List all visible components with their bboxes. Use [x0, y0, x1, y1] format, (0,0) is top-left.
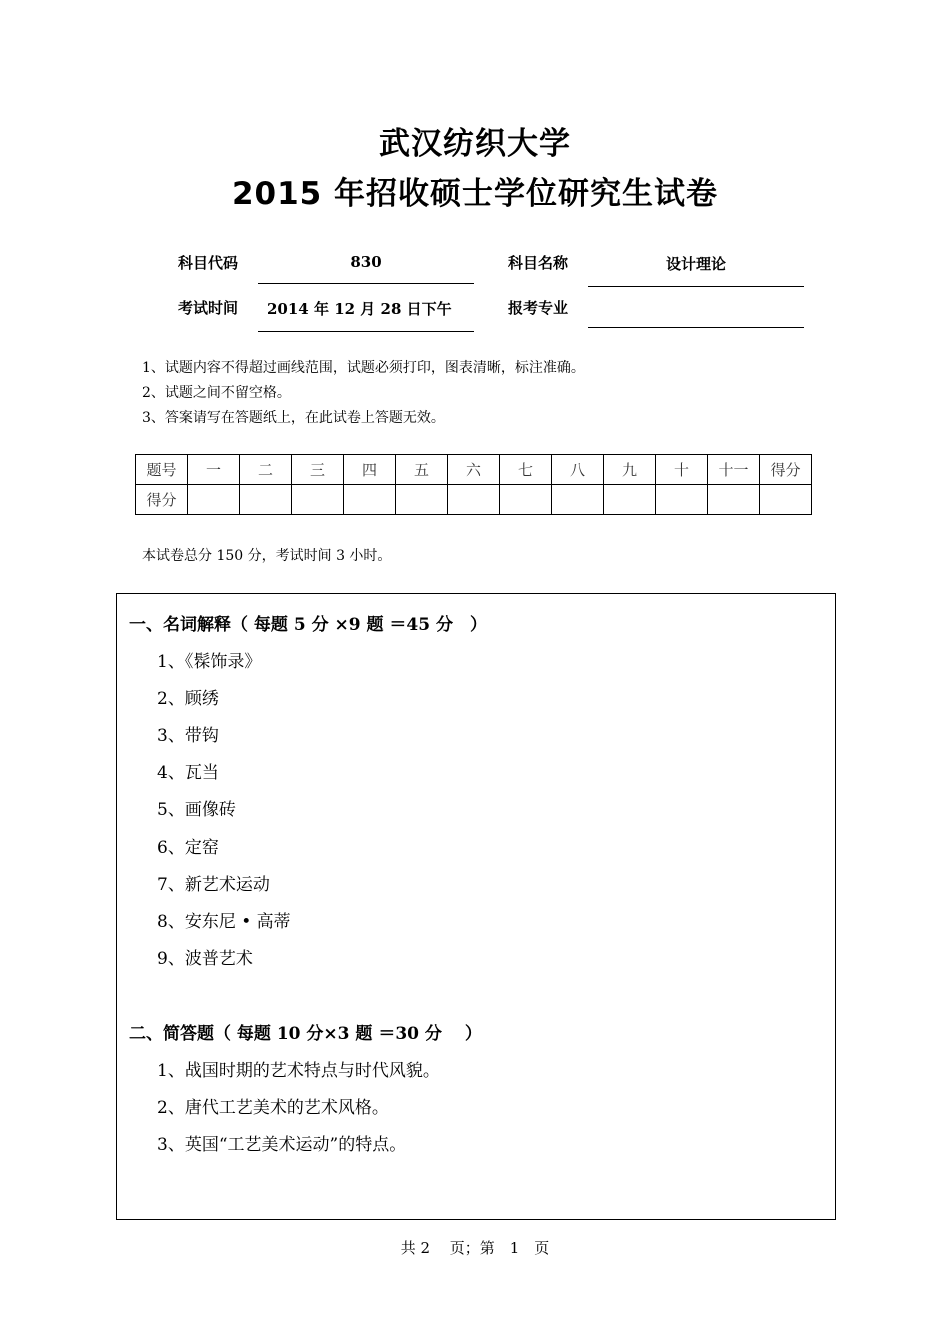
score-header-cell: 十 — [656, 455, 708, 485]
question-item: 8、安东尼 • 高蒂 — [157, 912, 291, 932]
score-table-score-row — [136, 485, 812, 515]
question-item: 2、唐代工艺美术的艺术风格。 — [157, 1098, 389, 1118]
instruction-line: 1、试题内容不得超过画线范围，试题必须打印，图表清晰，标注准确。 — [142, 360, 585, 376]
score-cell — [448, 485, 500, 515]
question-item: 5、画像砖 — [157, 800, 236, 820]
instructions — [142, 356, 585, 431]
score-cell — [656, 485, 708, 515]
score-header-cell: 九 — [604, 455, 656, 485]
score-cell — [188, 485, 240, 515]
question-item: 7、新艺术运动 — [157, 875, 270, 895]
section-1-title: 一、名词解释（ 每题 5 分 ×9 题 ＝45 分 ） — [129, 615, 487, 635]
score-cell — [500, 485, 552, 515]
score-cell — [292, 485, 344, 515]
score-cell — [760, 485, 812, 515]
score-cell — [552, 485, 604, 515]
question-item: 1、战国时期的艺术特点与时代风貌。 — [157, 1061, 440, 1081]
score-cell — [240, 485, 292, 515]
score-cell — [708, 485, 760, 515]
score-table — [135, 454, 812, 515]
score-header-cell: 七 — [500, 455, 552, 485]
question-item: 4、瓦当 — [157, 763, 219, 783]
exam-title: 2015 年招收硕士学位研究生试卷 — [231, 176, 719, 212]
question-item: 6、定窑 — [157, 838, 219, 858]
score-header-cell: 三 — [292, 455, 344, 485]
score-cell — [396, 485, 448, 515]
score-cell — [344, 485, 396, 515]
score-header-cell: 一 — [188, 455, 240, 485]
score-header-cell: 二 — [240, 455, 292, 485]
score-header-cell: 六 — [448, 455, 500, 485]
exam-time-value: 2014 年 12 月 28 日下午 — [258, 298, 474, 332]
instruction-line: 2、试题之间不留空格。 — [142, 385, 291, 401]
question-item: 3、带钩 — [157, 726, 219, 746]
major-value — [588, 298, 804, 328]
question-item: 2、顾绣 — [157, 689, 219, 709]
score-cell — [604, 485, 656, 515]
score-header-cell: 八 — [552, 455, 604, 485]
score-table-header-row — [136, 455, 812, 485]
score-header-cell: 五 — [396, 455, 448, 485]
question-item: 3、英国“工艺美术运动”的特点。 — [157, 1135, 407, 1155]
score-header-cell: 十一 — [708, 455, 760, 485]
question-item: 1、《髹饰录》 — [157, 652, 262, 672]
question-item: 9、波普艺术 — [157, 949, 253, 969]
subject-name-value: 设计理论 — [588, 253, 804, 287]
instruction-line: 3、答案请写在答题纸上，在此试卷上答题无效。 — [142, 410, 445, 426]
major-label: 报考专业 — [508, 299, 569, 317]
score-header-cell: 题号 — [136, 455, 188, 485]
exam-time-label: 考试时间 — [178, 299, 239, 317]
subject-code-label: 科目代码 — [178, 254, 239, 272]
score-header-cell: 四 — [344, 455, 396, 485]
total-score-note: 本试卷总分 150 分，考试时间 3 小时。 — [142, 548, 392, 564]
page-footer: 共 2 页；第 1 页 — [400, 1239, 550, 1257]
score-row-label: 得分 — [136, 485, 188, 515]
subject-name-label: 科目名称 — [508, 254, 569, 272]
university-title: 武汉纺织大学 — [379, 126, 571, 162]
section-2-title: 二、简答题（ 每题 10 分×3 题 ＝30 分 ） — [129, 1024, 482, 1044]
subject-code-value: 830 — [258, 253, 474, 284]
question-box — [116, 593, 836, 1220]
score-header-cell: 得分 — [760, 455, 812, 485]
